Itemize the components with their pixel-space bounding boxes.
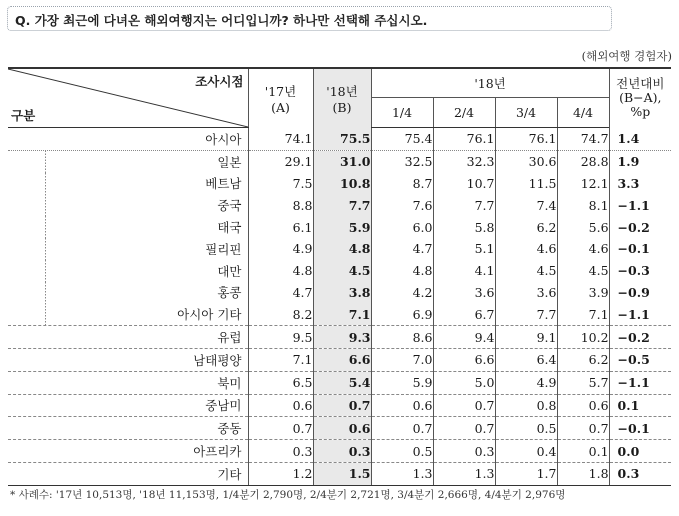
cell-y18: 7.1 (313, 303, 371, 325)
cell-q2: 5.0 (433, 371, 495, 394)
header-q4: 4/4 (557, 98, 609, 128)
cell-diff: −0.1 (609, 417, 671, 440)
question-text: Q. 가장 최근에 다녀온 해외여행지는 어디입니까? 하나만 선택해 주십시오. (15, 13, 428, 28)
header-18-label: '18년 (326, 83, 358, 99)
cell-q2: 3.6 (433, 282, 495, 304)
cell-diff: −0.5 (609, 348, 671, 371)
cell-q1: 7.0 (371, 348, 433, 371)
header-q3: 3/4 (495, 98, 557, 128)
cell-y17: 1.2 (248, 462, 313, 485)
question-box (7, 6, 612, 31)
header-17-sub: (A) (271, 99, 290, 115)
cell-y18: 0.7 (313, 394, 371, 417)
table-row (8, 150, 671, 172)
cell-diff: −0.1 (609, 238, 671, 260)
cell-q2: 10.7 (433, 173, 495, 195)
cell-y17: 7.1 (248, 348, 313, 371)
cell-diff: −0.2 (609, 216, 671, 238)
cell-q1: 75.4 (371, 128, 433, 151)
table-row (8, 194, 671, 216)
cell-diff: 0.1 (609, 394, 671, 417)
cell-q1: 6.9 (371, 303, 433, 325)
cell-y18: 31.0 (313, 150, 371, 172)
cell-diff: 1.9 (609, 150, 671, 172)
cell-y17: 6.5 (248, 371, 313, 394)
cell-q2: 32.3 (433, 150, 495, 172)
table-row (8, 282, 671, 304)
cell-q3: 11.5 (495, 173, 557, 195)
row-label: 대만 (8, 260, 248, 282)
header-diff-sub: (B−A), (619, 90, 662, 106)
header-18-group: '18년 (371, 68, 609, 98)
cell-diff: 0.3 (609, 462, 671, 485)
cell-q3: 4.6 (495, 238, 557, 260)
cell-q1: 0.6 (371, 394, 433, 417)
cell-y17: 74.1 (248, 128, 313, 151)
table-row (8, 326, 671, 349)
cell-q4: 7.1 (557, 303, 609, 325)
cell-y17: 0.3 (248, 440, 313, 463)
header-diff (609, 68, 671, 128)
cell-q3: 3.6 (495, 282, 557, 304)
cell-y17: 4.9 (248, 238, 313, 260)
cell-y18: 7.7 (313, 194, 371, 216)
cell-q1: 0.7 (371, 417, 433, 440)
cell-q1: 4.7 (371, 238, 433, 260)
cell-q1: 8.6 (371, 326, 433, 349)
cell-q3: 6.2 (495, 216, 557, 238)
cell-diff: −1.1 (609, 371, 671, 394)
table-row (8, 128, 671, 151)
row-label: 필리핀 (8, 238, 248, 260)
table-body (8, 128, 671, 486)
cell-q3: 0.5 (495, 417, 557, 440)
cell-y17: 8.8 (248, 194, 313, 216)
row-label: 중국 (8, 194, 248, 216)
row-label: 남태평양 (8, 348, 248, 371)
table-row (8, 394, 671, 417)
row-label: 일본 (8, 150, 248, 172)
cell-y17: 6.1 (248, 216, 313, 238)
table-row (8, 462, 671, 485)
cell-q4: 28.8 (557, 150, 609, 172)
cell-q1: 7.6 (371, 194, 433, 216)
cell-q3: 4.5 (495, 260, 557, 282)
cell-q1: 4.2 (371, 282, 433, 304)
cell-q4: 3.9 (557, 282, 609, 304)
survey-time-label: 조사시점 (195, 74, 244, 89)
cell-q1: 1.3 (371, 462, 433, 485)
cell-q1: 4.8 (371, 260, 433, 282)
cell-q1: 32.5 (371, 150, 433, 172)
footnote: * 사례수: '17년 10,513명, '18년 11,153명, 1/4분기 2,790명, 2/4분기 2,721명, 3/4분기 2,666명, 4/4분기 2,976명 (10, 489, 566, 501)
table-row (8, 260, 671, 282)
cell-q4: 0.6 (557, 394, 609, 417)
cell-q2: 0.7 (433, 417, 495, 440)
header-17-label: '17년 (264, 83, 297, 99)
cell-y18: 3.8 (313, 282, 371, 304)
cell-q3: 7.7 (495, 303, 557, 325)
cell-y18: 5.4 (313, 371, 371, 394)
cell-diff: −0.3 (609, 260, 671, 282)
cell-y18: 5.9 (313, 216, 371, 238)
cell-q3: 30.6 (495, 150, 557, 172)
cell-y18: 6.6 (313, 348, 371, 371)
cell-q2: 5.1 (433, 238, 495, 260)
cell-y18: 10.8 (313, 173, 371, 195)
cell-y17: 29.1 (248, 150, 313, 172)
row-label: 베트남 (8, 173, 248, 195)
cell-y17: 0.6 (248, 394, 313, 417)
cell-q1: 6.0 (371, 216, 433, 238)
cell-y18: 0.6 (313, 417, 371, 440)
table-row (8, 371, 671, 394)
cell-q2: 9.4 (433, 326, 495, 349)
cell-y18: 75.5 (313, 128, 371, 151)
cell-q4: 4.5 (557, 260, 609, 282)
cell-y18: 4.5 (313, 260, 371, 282)
cell-q1: 0.5 (371, 440, 433, 463)
cell-y17: 7.5 (248, 173, 313, 195)
cell-q4: 8.1 (557, 194, 609, 216)
cell-q4: 0.7 (557, 417, 609, 440)
cell-q3: 9.1 (495, 326, 557, 349)
row-label: 태국 (8, 216, 248, 238)
cell-q3: 6.4 (495, 348, 557, 371)
table-row (8, 173, 671, 195)
cell-q4: 10.2 (557, 326, 609, 349)
row-label: 아시아 (8, 128, 248, 151)
cell-q3: 0.8 (495, 394, 557, 417)
row-label: 홍콩 (8, 282, 248, 304)
header-18-sub: (B) (332, 99, 352, 115)
cell-q4: 74.7 (557, 128, 609, 151)
category-label: 구분 (11, 108, 36, 123)
cell-y18: 0.3 (313, 440, 371, 463)
cell-diff: −1.1 (609, 194, 671, 216)
cell-q3: 76.1 (495, 128, 557, 151)
cell-q2: 7.7 (433, 194, 495, 216)
cell-y17: 0.7 (248, 417, 313, 440)
cell-q4: 5.6 (557, 216, 609, 238)
row-label: 아시아 기타 (8, 303, 248, 325)
cell-q2: 0.3 (433, 440, 495, 463)
cell-diff: 1.4 (609, 128, 671, 151)
table-row (8, 440, 671, 463)
cell-q3: 4.9 (495, 371, 557, 394)
header-diagonal-cell (8, 68, 248, 128)
table-row (8, 238, 671, 260)
cell-q4: 6.2 (557, 348, 609, 371)
table-row (8, 348, 671, 371)
row-label: 중동 (8, 417, 248, 440)
cell-diff: −0.2 (609, 326, 671, 349)
header-col-18 (313, 68, 371, 128)
cell-diff: 3.3 (609, 173, 671, 195)
cell-q1: 8.7 (371, 173, 433, 195)
cell-diff: 0.0 (609, 440, 671, 463)
cell-q2: 0.7 (433, 394, 495, 417)
header-diff-unit: %p (630, 104, 651, 120)
cell-q2: 6.7 (433, 303, 495, 325)
cell-diff: −1.1 (609, 303, 671, 325)
cell-y17: 4.8 (248, 260, 313, 282)
row-label: 중남미 (8, 394, 248, 417)
table-row (8, 216, 671, 238)
cell-y17: 9.5 (248, 326, 313, 349)
cell-diff: −0.9 (609, 282, 671, 304)
table-row (8, 417, 671, 440)
row-label: 유럽 (8, 326, 248, 349)
cell-q4: 5.7 (557, 371, 609, 394)
cell-y17: 4.7 (248, 282, 313, 304)
cell-q4: 1.8 (557, 462, 609, 485)
cell-q4: 4.6 (557, 238, 609, 260)
cell-y18: 1.5 (313, 462, 371, 485)
header-q2: 2/4 (433, 98, 495, 128)
table-row (8, 303, 671, 325)
cell-q2: 76.1 (433, 128, 495, 151)
cell-q3: 7.4 (495, 194, 557, 216)
cell-q3: 0.4 (495, 440, 557, 463)
row-label: 아프리카 (8, 440, 248, 463)
header-q1: 1/4 (371, 98, 433, 128)
row-label: 기타 (8, 462, 248, 485)
cell-q4: 0.1 (557, 440, 609, 463)
cell-q2: 4.1 (433, 260, 495, 282)
cell-q2: 1.3 (433, 462, 495, 485)
cell-y18: 4.8 (313, 238, 371, 260)
unit-note: (해외여행 경험자) (581, 49, 672, 63)
cell-q4: 12.1 (557, 173, 609, 195)
header-diff-label: 전년대비 (616, 76, 665, 92)
cell-q3: 1.7 (495, 462, 557, 485)
cell-q2: 5.8 (433, 216, 495, 238)
cell-y17: 8.2 (248, 303, 313, 325)
cell-y18: 9.3 (313, 326, 371, 349)
row-label: 북미 (8, 371, 248, 394)
survey-table (8, 67, 671, 486)
cell-q2: 6.6 (433, 348, 495, 371)
header-col-17 (248, 68, 313, 128)
cell-q1: 5.9 (371, 371, 433, 394)
